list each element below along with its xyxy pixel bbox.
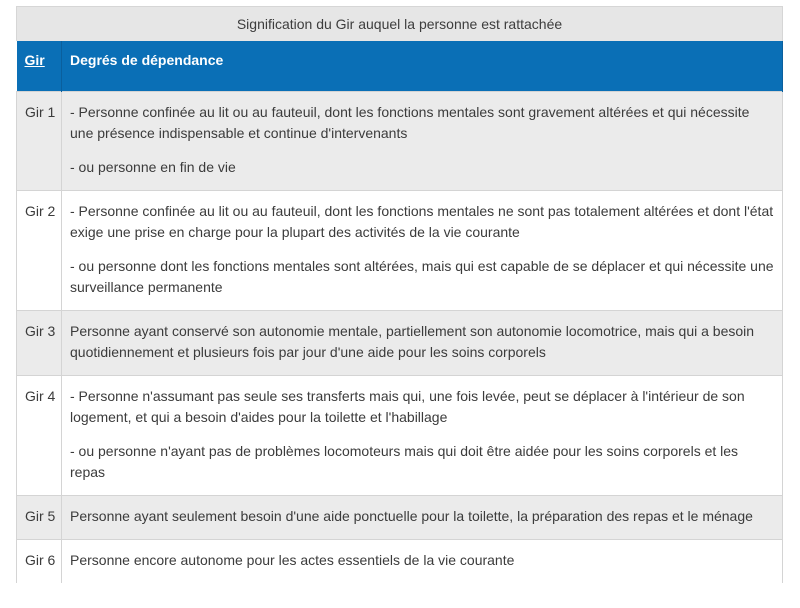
table-row	[17, 375, 783, 495]
table-row	[17, 495, 783, 539]
header-gir[interactable]: Gir	[17, 41, 62, 91]
header-degree: Degrés de dépendance	[62, 41, 783, 91]
degree-cell	[62, 91, 783, 190]
degree-cell	[62, 375, 783, 495]
table-row	[17, 539, 783, 583]
degree-paragraph: Personne ayant seulement besoin d'une aide ponctuelle pour la toilette, la préparation des repas et le ménage	[70, 507, 753, 524]
degree-paragraph: - Personne confinée au lit ou au fauteuil, dont les fonctions mentales sont gravement altérées et qui nécessite une présence indispensable et continue d'intervenants	[70, 103, 750, 141]
table-row	[17, 310, 783, 375]
table-row	[17, 190, 783, 310]
degree-paragraph: - ou personne n'ayant pas de problèmes locomoteurs mais qui doit être aidée pour les soins corporels et les repas	[70, 442, 739, 480]
table-row	[17, 91, 783, 190]
gir-table-container	[16, 6, 783, 583]
gir-cell: Gir 2	[17, 190, 62, 310]
table-header-row	[17, 41, 783, 91]
degree-paragraph: Personne encore autonome pour les actes essentiels de la vie courante	[70, 551, 515, 568]
degree-paragraph: - ou personne en fin de vie	[70, 158, 236, 175]
degree-paragraph: - Personne n'assumant pas seule ses transferts mais qui, une fois levée, peut se déplacer à l'intérieur de son logement, et qui a besoin d'aides pour la toilette et l'habillage	[70, 387, 745, 425]
gir-cell: Gir 3	[17, 310, 62, 375]
degree-paragraph: Personne ayant conservé son autonomie mentale, partiellement son autonomie locomotrice, mais qui a besoin quotidiennement et plusieurs fois par jour d'une aide pour les soins corporels	[70, 322, 755, 360]
degree-paragraph: - Personne confinée au lit ou au fauteuil, dont les fonctions mentales ne sont pas totalement altérées et dont l'état exige une prise en charge pour la plupart des activités de la vie courante	[70, 202, 774, 240]
degree-cell	[62, 310, 783, 375]
gir-cell: Gir 6	[17, 539, 62, 583]
gir-cell: Gir 4	[17, 375, 62, 495]
degree-paragraph: - ou personne dont les fonctions mentales sont altérées, mais qui est capable de se déplacer et qui nécessite une surveillance permanente	[70, 257, 774, 295]
gir-cell: Gir 1	[17, 91, 62, 190]
gir-table	[16, 6, 783, 583]
gir-cell: Gir 5	[17, 495, 62, 539]
degree-cell	[62, 539, 783, 583]
table-caption: Signification du Gir auquel la personne est rattachée	[16, 6, 783, 41]
degree-cell	[62, 190, 783, 310]
degree-cell	[62, 495, 783, 539]
